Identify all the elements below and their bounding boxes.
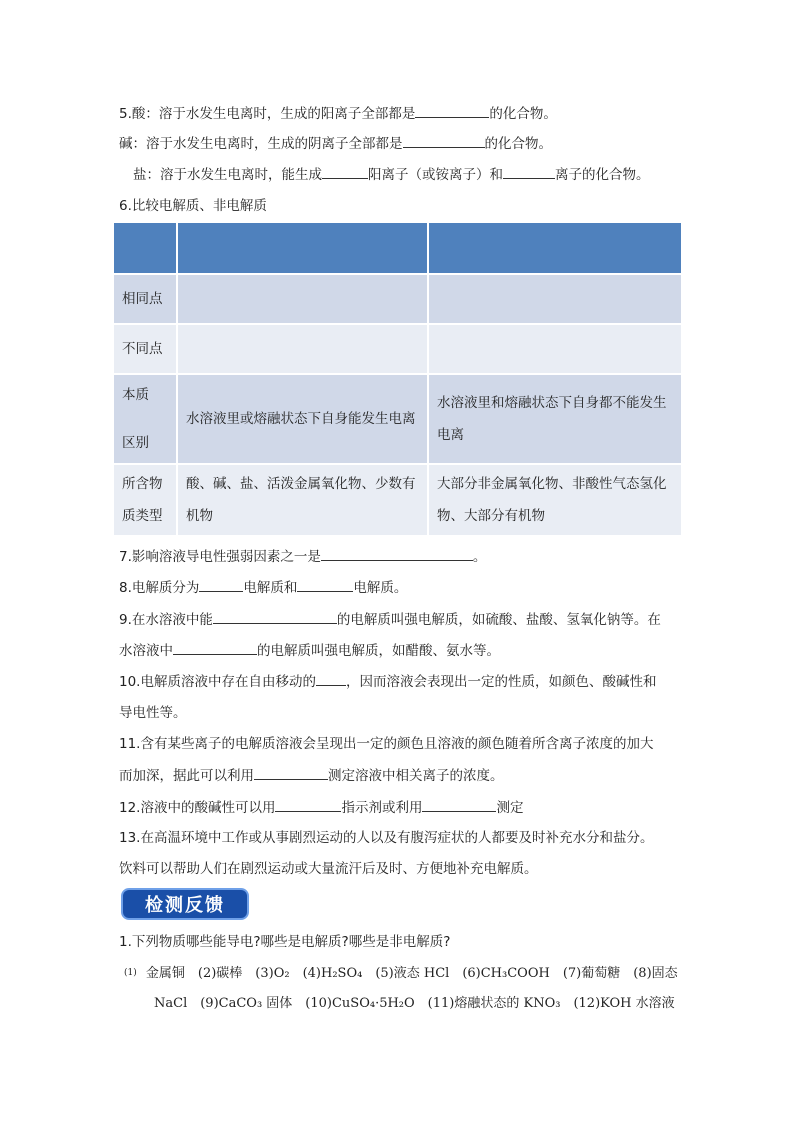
section-badge: 检测反馈 xyxy=(121,888,249,920)
q5-acid-tail: 的化合物。 xyxy=(489,106,557,122)
table-header-row xyxy=(113,222,682,274)
q5-acid-line xyxy=(119,103,557,124)
q9-line-2 xyxy=(119,640,500,661)
item-number: (1) xyxy=(124,968,137,978)
q10-blank[interactable] xyxy=(316,671,346,686)
q8-blank-2[interactable] xyxy=(297,577,353,592)
q9-line-1 xyxy=(119,609,661,630)
q5-salt-blank-2[interactable] xyxy=(503,164,555,179)
q5-salt-mid: 阳离子（或铵离子）和 xyxy=(368,167,503,183)
q8-line xyxy=(119,577,407,598)
table-cell[interactable] xyxy=(428,274,682,324)
q9-text-2: 水溶液中 xyxy=(119,643,173,659)
table-cell: 水溶液里和熔融状态下自身都不能发生电离 xyxy=(428,374,682,464)
row-label-part: 区别 xyxy=(122,435,149,451)
q9-text: 9.在水溶液中能 xyxy=(119,612,213,628)
q12-line xyxy=(119,797,523,818)
q5-salt-text: 盐：溶于水发生电离时，能生成 xyxy=(133,167,322,183)
q9-blank-1[interactable] xyxy=(213,609,337,624)
q9-mid: 的电解质叫强电解质，如硫酸、盐酸、氢氧化钠等。在 xyxy=(336,612,661,628)
q10-mid: ，因而溶液会表现出一定的性质，如颜色、酸碱性和 xyxy=(345,674,657,690)
table-cell: 水溶液里或熔融状态下自身能发生电离 xyxy=(177,374,428,464)
table-cell[interactable] xyxy=(177,324,428,374)
table-cell[interactable] xyxy=(177,274,428,324)
table-row xyxy=(113,464,682,536)
q11-tail: 测定溶液中相关离子的浓度。 xyxy=(328,768,504,784)
q12-text: 12.溶液中的酸碱性可以用 xyxy=(119,800,276,816)
q8-blank-1[interactable] xyxy=(199,577,243,592)
q8-text: 8.电解质分为 xyxy=(119,580,200,596)
q10-text: 10.电解质溶液中存在自由移动的 xyxy=(119,674,316,690)
q11-blank[interactable] xyxy=(254,765,328,780)
q5-salt-tail: 离子的化合物。 xyxy=(555,167,650,183)
q10-line-1 xyxy=(119,671,656,692)
q5-acid-text: 5.酸：溶于水发生电离时，生成的阳离子全部都是 xyxy=(119,106,416,122)
table-row xyxy=(113,274,682,324)
q5-base-tail: 的化合物。 xyxy=(484,136,552,152)
feedback-question-1: 1.下列物质哪些能导电?哪些是电解质?哪些是非电解质? xyxy=(119,934,451,950)
table-cell[interactable] xyxy=(428,324,682,374)
header-cell xyxy=(428,222,682,274)
header-cell xyxy=(113,222,177,274)
q5-base-text: 碱：溶于水发生电离时，生成的阴离子全部都是 xyxy=(119,136,403,152)
table-row xyxy=(113,374,682,464)
q5-base-line xyxy=(119,133,552,154)
q13-line-1: 13.在高温环境中工作或从事剧烈运动的人以及有腹泻症状的人都要及时补充水分和盐分。 xyxy=(119,830,654,846)
row-label: 不同点 xyxy=(113,324,177,374)
table-cell: 大部分非金属氧化物、非酸性气态氢化物、大部分有机物 xyxy=(428,464,682,536)
q12-blank-1[interactable] xyxy=(275,797,341,812)
q7-tail: 。 xyxy=(472,549,487,565)
feedback-substances-line-1 xyxy=(124,963,678,984)
q7-text: 7.影响溶液导电性强弱因素之一是 xyxy=(119,549,321,565)
row-label-part: 本质 xyxy=(122,387,149,403)
q7-blank[interactable] xyxy=(321,546,473,561)
row-label xyxy=(113,374,177,464)
row-label: 所含物质类型 xyxy=(113,464,177,536)
q5-salt-blank-1[interactable] xyxy=(322,164,368,179)
q5-base-blank[interactable] xyxy=(403,133,485,148)
substances-text-1: 金属铜 (2)碳棒 (3)O₂ (4)H₂SO₄ (5)液态 HCl (6)CH₃COOH (7)葡萄糖 (8)固态 xyxy=(145,965,678,981)
q9-blank-2[interactable] xyxy=(173,640,257,655)
q9-tail: 的电解质叫强电解质，如醋酸、氨水等。 xyxy=(257,643,500,659)
q11-text: 而加深，据此可以利用 xyxy=(119,768,254,784)
q8-mid: 电解质和 xyxy=(243,580,298,596)
comparison-table xyxy=(112,221,683,537)
q5-acid-blank[interactable] xyxy=(415,103,489,118)
q6-title: 6.比较电解质、非电解质 xyxy=(119,198,267,214)
row-label: 相同点 xyxy=(113,274,177,324)
q12-mid: 指示剂或利用 xyxy=(341,800,423,816)
q12-blank-2[interactable] xyxy=(422,797,496,812)
q8-tail: 电解质。 xyxy=(353,580,408,596)
header-cell xyxy=(177,222,428,274)
q5-salt-line xyxy=(133,164,650,185)
q13-line-2: 饮料可以帮助人们在剧烈运动或大量流汗后及时、方便地补充电解质。 xyxy=(119,861,538,877)
feedback-substances-line-2: NaCl (9)CaCO₃ 固体 (10)CuSO₄·5H₂O (11)熔融状态的 KNO₃ (12)KOH 水溶液 xyxy=(154,996,675,1011)
q7-line xyxy=(119,546,486,567)
table-row xyxy=(113,324,682,374)
q11-line-2 xyxy=(119,765,504,786)
table-cell: 酸、碱、盐、活泼金属氧化物、少数有机物 xyxy=(177,464,428,536)
q11-line-1: 11.含有某些离子的电解质溶液会呈现出一定的颜色且溶液的颜色随着所含离子浓度的加大 xyxy=(119,736,654,752)
q10-line-2: 导电性等。 xyxy=(119,705,187,721)
q12-tail: 测定 xyxy=(496,800,524,816)
